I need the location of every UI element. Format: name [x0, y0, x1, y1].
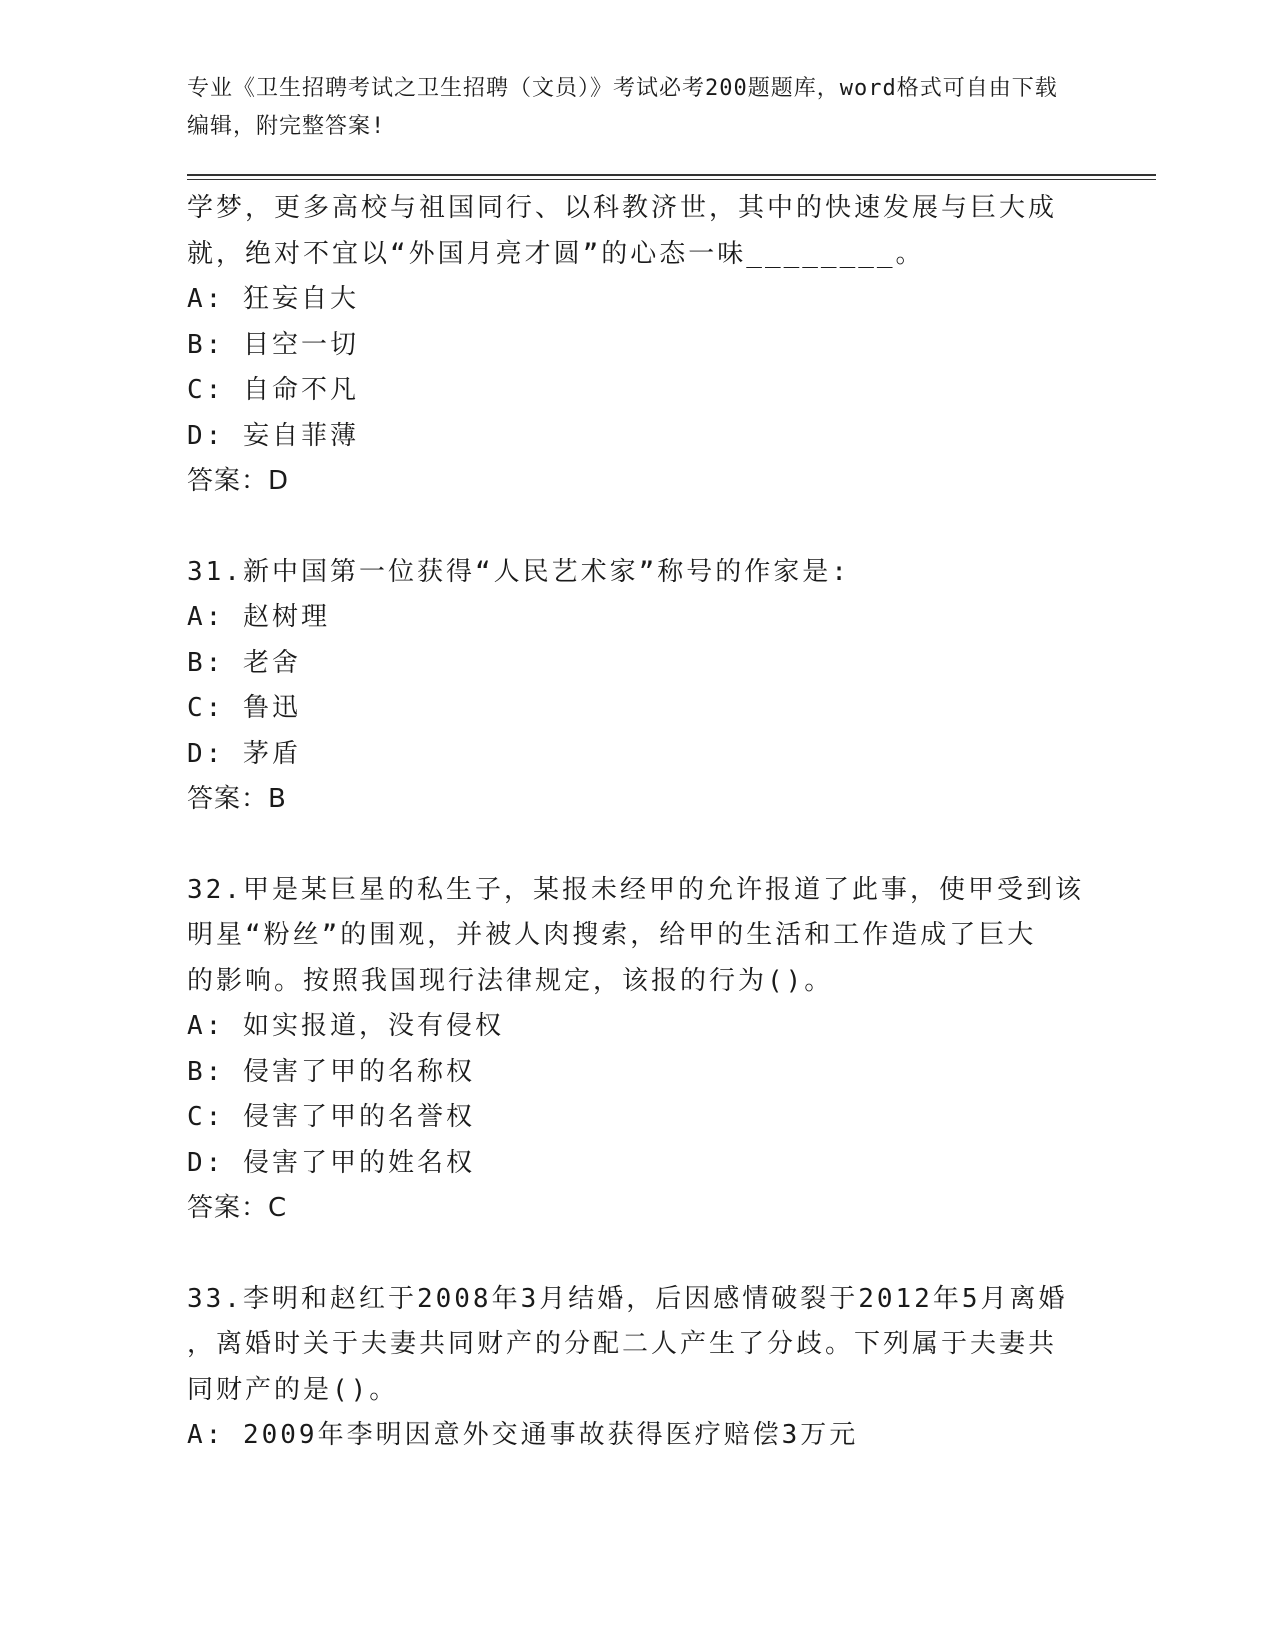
question-text: 31.新中国第一位获得“人民艺术家”称号的作家是: — [187, 556, 850, 587]
question-text: 同财产的是()。 — [187, 1374, 399, 1405]
question-text: 32.甲是某巨星的私生子，某报未经甲的允许报道了此事，使甲受到该 — [187, 874, 1084, 905]
question-33 — [187, 1277, 1187, 1459]
option-c: C: 自命不凡 — [187, 375, 359, 405]
document-header: 专业《卫生招聘考试之卫生招聘（文员）》考试必考200题题库，word格式可自由下载编辑，附完整答案! — [187, 76, 1058, 139]
question-32 — [187, 868, 1187, 1232]
answer: 答案：B — [187, 784, 287, 814]
header-rule — [187, 174, 1156, 182]
question-text: 的影响。按照我国现行法律规定，该报的行为()。 — [187, 965, 834, 996]
question-text: 就，绝对不宜以“外国月亮才圆”的心态一味________。 — [187, 238, 925, 269]
option-b: B: 侵害了甲的名称权 — [187, 1056, 475, 1087]
document-page — [187, 70, 1187, 1459]
question-text: 明星“粉丝”的围观，并被人肉搜索，给甲的生活和工作造成了巨大 — [187, 920, 1037, 950]
option-b: B: 目空一切 — [187, 329, 359, 360]
question-list — [187, 186, 1187, 1459]
answer: 答案：D — [187, 466, 290, 496]
question-30 — [187, 186, 1187, 505]
option-c: C: 鲁迅 — [187, 693, 301, 723]
option-d: D: 妄自菲薄 — [187, 420, 359, 451]
question-31 — [187, 550, 1187, 823]
option-d: D: 侵害了甲的姓名权 — [187, 1147, 475, 1178]
option-a: A: 赵树理 — [187, 602, 330, 632]
question-text: 33.李明和赵红于2008年3月结婚，后因感情破裂于2012年5月离婚 — [187, 1283, 1068, 1314]
option-d: D: 茅盾 — [187, 738, 301, 769]
option-a: A: 狂妄自大 — [187, 284, 359, 314]
option-c: C: 侵害了甲的名誉权 — [187, 1102, 475, 1132]
answer: 答案：C — [187, 1193, 288, 1223]
option-a: A: 2009年李明因意外交通事故获得医疗赔偿3万元 — [187, 1420, 859, 1450]
question-text: 学梦，更多高校与祖国同行、以科教济世，其中的快速发展与巨大成 — [187, 193, 1058, 223]
option-a: A: 如实报道，没有侵权 — [187, 1011, 504, 1041]
option-b: B: 老舍 — [187, 647, 301, 678]
question-text: ，离婚时关于夫妻共同财产的分配二人产生了分歧。下列属于夫妻共 — [187, 1329, 1058, 1359]
